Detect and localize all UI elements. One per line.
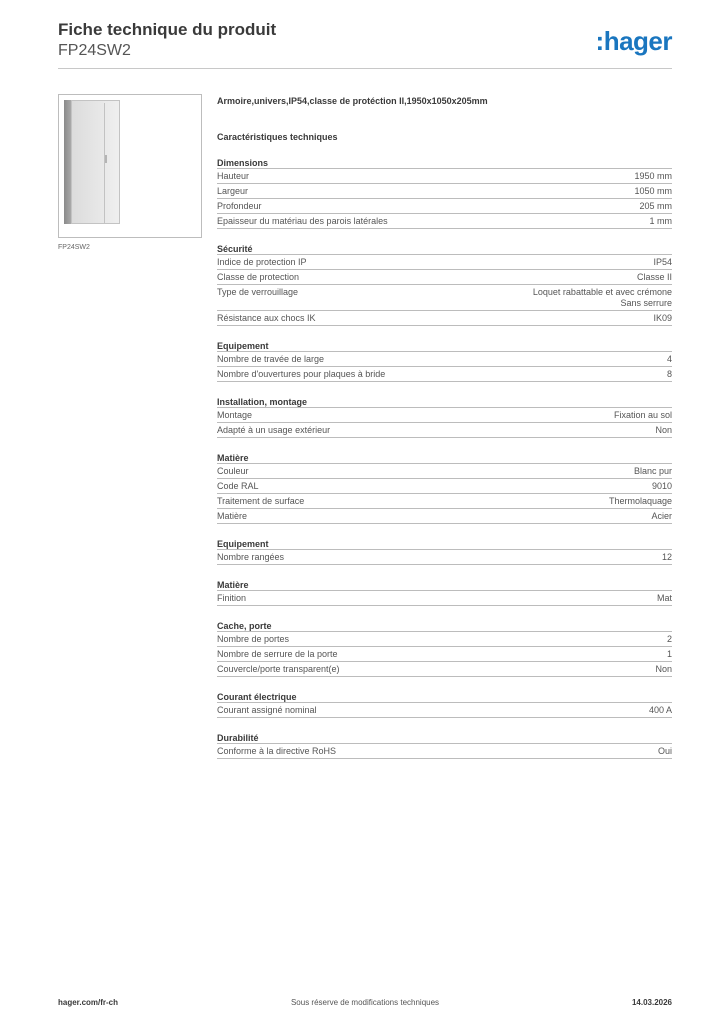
spec-value-line: 4 <box>666 354 672 364</box>
product-description: Armoire,univers,IP54,classe de protéction II,1950x1050x205mm <box>217 96 488 106</box>
spec-label: Traitement de surface <box>217 496 305 506</box>
spec-value <box>653 313 672 324</box>
spec-value <box>609 496 672 507</box>
spec-section <box>217 538 672 565</box>
spec-value <box>667 649 672 660</box>
spec-value <box>652 481 672 492</box>
spec-value <box>657 593 672 604</box>
cabinet-door-seam <box>104 103 105 223</box>
spec-value <box>614 410 672 421</box>
spec-label: Nombre rangées <box>217 552 285 562</box>
spec-label: Largeur <box>217 186 249 196</box>
section-title: Equipement <box>217 538 672 550</box>
spec-label: Nombre de travée de large <box>217 354 325 364</box>
spec-value <box>658 746 672 757</box>
spec-row <box>217 647 672 662</box>
product-reference: FP24SW2 <box>58 42 131 59</box>
spec-value-line: 1950 mm <box>634 171 672 181</box>
spec-row <box>217 169 672 184</box>
spec-row <box>217 408 672 423</box>
spec-row <box>217 352 672 367</box>
footer-disclaimer: Sous réserve de modifications techniques <box>290 998 440 1007</box>
spec-row <box>217 285 672 311</box>
spec-value-line: 8 <box>666 369 672 379</box>
spec-value-line: 12 <box>661 552 672 562</box>
spec-label: Type de verrouillage <box>217 287 299 297</box>
spec-value <box>649 705 672 716</box>
spec-row <box>217 464 672 479</box>
spec-section <box>217 396 672 438</box>
spec-label: Epaisseur du matériau des parois latérales <box>217 216 388 226</box>
section-title: Dimensions <box>217 157 672 169</box>
spec-value-line: Loquet rabattable et avec crémone <box>532 287 672 297</box>
cabinet-illustration <box>64 100 120 224</box>
spec-value-line: 205 mm <box>639 201 672 211</box>
spec-section <box>217 243 672 326</box>
spec-label: Profondeur <box>217 201 262 211</box>
spec-label: Nombre de serrure de la porte <box>217 649 338 659</box>
spec-section <box>217 452 672 524</box>
spec-label: Montage <box>217 410 253 420</box>
spec-section <box>217 157 672 229</box>
spec-value <box>634 171 672 182</box>
spec-section <box>217 579 672 606</box>
section-title: Sécurité <box>217 243 672 255</box>
header-divider <box>58 68 672 69</box>
spec-row <box>217 550 672 565</box>
cabinet-door-handle <box>105 155 107 163</box>
spec-row <box>217 494 672 509</box>
spec-value-line: Blanc pur <box>633 466 672 476</box>
spec-row <box>217 662 672 677</box>
spec-value-line: Thermolaquage <box>608 496 672 506</box>
spec-content <box>217 95 672 759</box>
spec-value-line: 1 mm <box>649 216 672 226</box>
spec-value <box>667 634 672 645</box>
spec-section <box>217 620 672 677</box>
spec-value-line: 1 <box>666 649 672 659</box>
spec-section <box>217 340 672 382</box>
spec-label: Résistance aux chocs IK <box>217 313 316 323</box>
spec-row <box>217 744 672 759</box>
spec-value-line: Fixation au sol <box>613 410 672 420</box>
spec-value <box>667 354 672 365</box>
page-title: Fiche technique du produit <box>58 20 277 39</box>
spec-value <box>662 552 672 563</box>
spec-value <box>639 201 672 212</box>
spec-value <box>651 511 672 522</box>
spec-label: Couvercle/porte transparent(e) <box>217 664 340 674</box>
spec-value-line: Oui <box>657 746 672 756</box>
spec-row <box>217 214 672 229</box>
spec-value-line: IP54 <box>653 257 672 267</box>
spec-value-line: Non <box>655 425 672 435</box>
product-image <box>58 94 202 238</box>
spec-row <box>217 423 672 438</box>
spec-label: Couleur <box>217 466 249 476</box>
spec-label: Finition <box>217 593 247 603</box>
section-title: Matière <box>217 452 672 464</box>
page-header <box>58 20 672 70</box>
spec-label: Classe de protection <box>217 272 300 282</box>
spec-value <box>650 216 673 227</box>
spec-label: Nombre d'ouvertures pour plaques à bride <box>217 369 386 379</box>
spec-value-line: Non <box>655 664 672 674</box>
spec-sections <box>217 157 672 759</box>
spec-row <box>217 270 672 285</box>
spec-label: Indice de protection IP <box>217 257 307 267</box>
spec-value-line: 1050 mm <box>634 186 672 196</box>
spec-row <box>217 199 672 214</box>
characteristics-heading: Caractéristiques techniques <box>217 132 338 142</box>
spec-value-line: IK09 <box>653 313 672 323</box>
spec-value-line: Mat <box>656 593 672 603</box>
section-title: Cache, porte <box>217 620 672 632</box>
cabinet-side <box>64 100 71 224</box>
spec-label: Conforme à la directive RoHS <box>217 746 337 756</box>
spec-value-line: Sans serrure <box>620 298 672 308</box>
spec-section <box>217 732 672 759</box>
spec-section <box>217 691 672 718</box>
cabinet-front <box>71 100 120 224</box>
page-footer <box>58 997 672 1009</box>
footer-website: hager.com/fr-ch <box>58 998 119 1007</box>
spec-row <box>217 479 672 494</box>
spec-value-line: 9010 <box>651 481 672 491</box>
section-title: Durabilité <box>217 732 672 744</box>
spec-value-line: 2 <box>666 634 672 644</box>
spec-value-line: Classe II <box>636 272 672 282</box>
spec-label: Code RAL <box>217 481 259 491</box>
spec-row <box>217 591 672 606</box>
spec-row <box>217 311 672 326</box>
section-title: Courant électrique <box>217 691 672 703</box>
section-title: Equipement <box>217 340 672 352</box>
spec-value <box>634 466 672 477</box>
spec-label: Nombre de portes <box>217 634 290 644</box>
spec-value <box>637 272 672 283</box>
section-title: Matière <box>217 579 672 591</box>
spec-row <box>217 632 672 647</box>
spec-row <box>217 184 672 199</box>
spec-label: Adapté à un usage extérieur <box>217 425 331 435</box>
spec-row <box>217 509 672 524</box>
spec-label: Matière <box>217 511 248 521</box>
spec-label: Courant assigné nominal <box>217 705 317 715</box>
spec-value <box>634 186 672 197</box>
spec-row <box>217 255 672 270</box>
spec-row <box>217 367 672 382</box>
hager-logo: :hager <box>595 26 672 56</box>
spec-value <box>655 664 672 675</box>
spec-value <box>667 369 672 380</box>
spec-value <box>653 257 672 268</box>
product-image-caption: FP24SW2 <box>58 244 90 251</box>
footer-date: 14.03.2026 <box>631 998 672 1007</box>
spec-value <box>533 287 672 309</box>
spec-row <box>217 703 672 718</box>
spec-value <box>655 425 672 436</box>
spec-value-line: Acier <box>651 511 672 521</box>
section-title: Installation, montage <box>217 396 672 408</box>
spec-label: Hauteur <box>217 171 250 181</box>
spec-value-line: 400 A <box>648 705 672 715</box>
